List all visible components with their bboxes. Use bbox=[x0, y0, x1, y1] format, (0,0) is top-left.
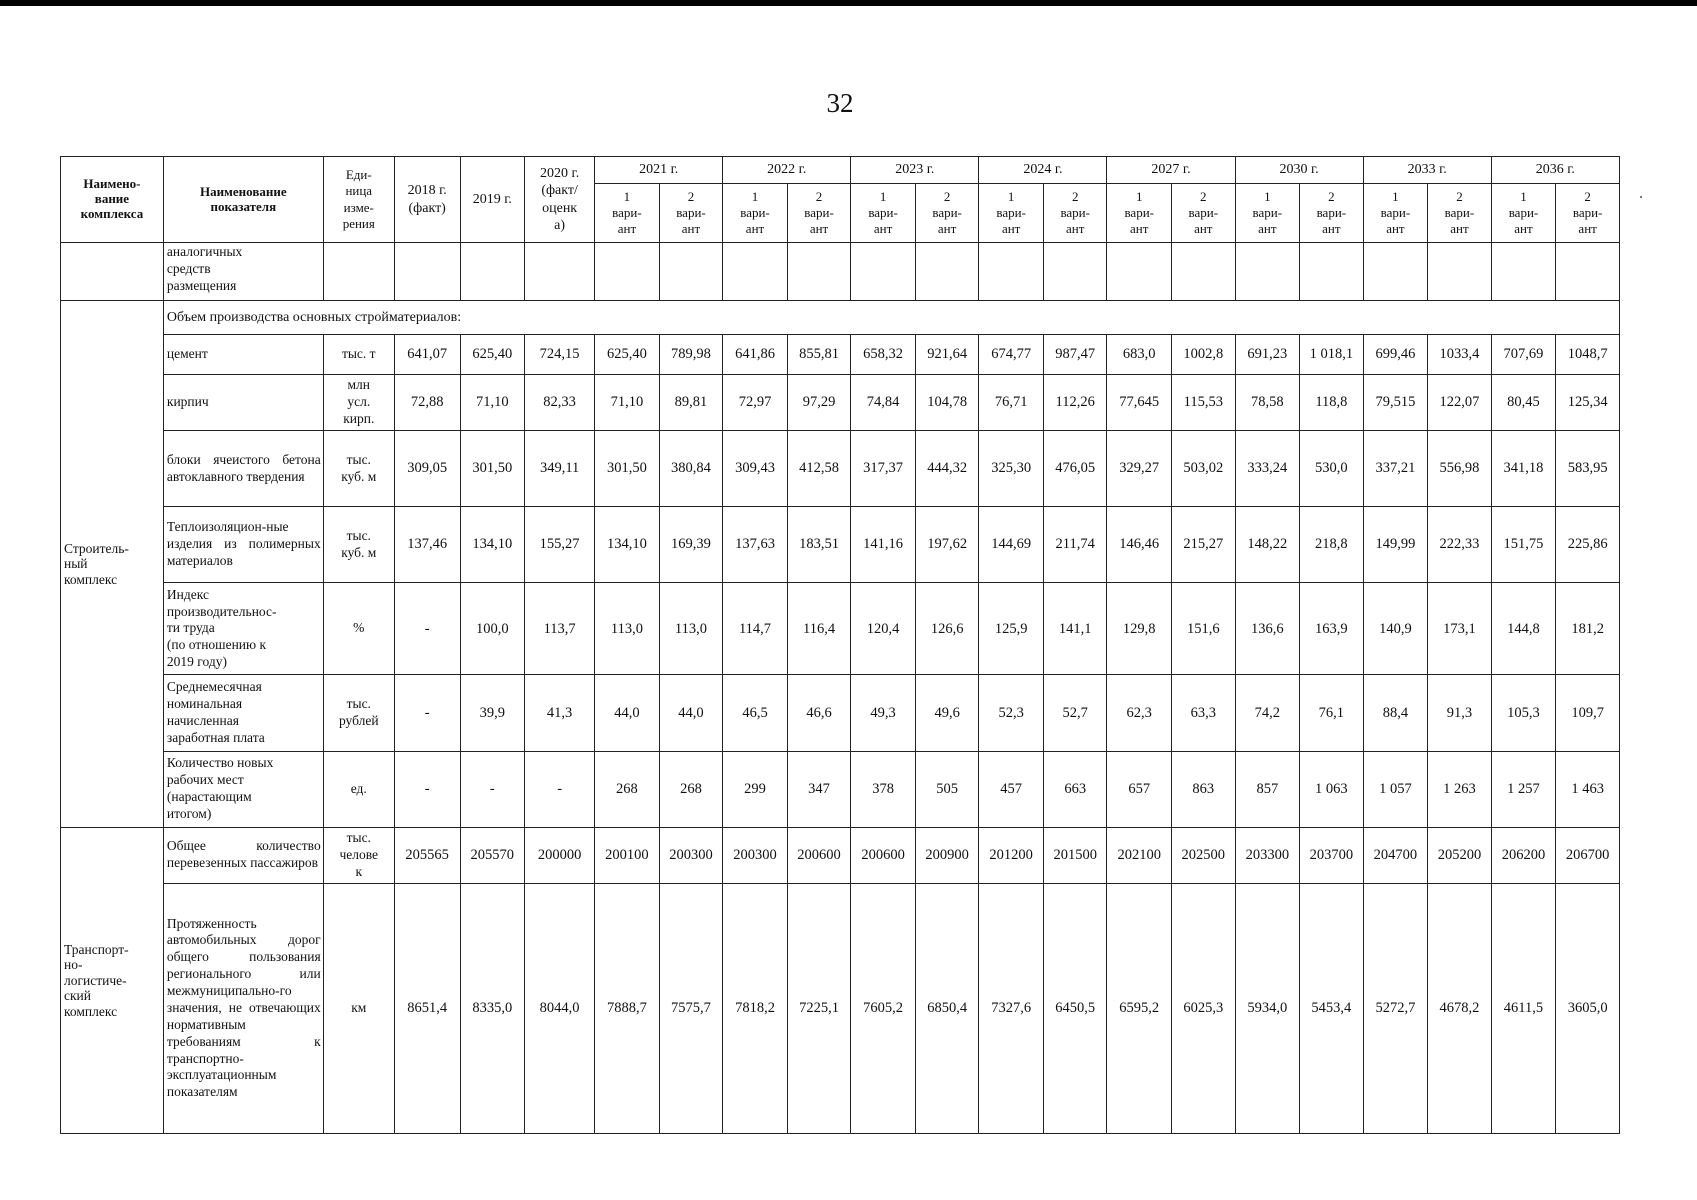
value-cell: 5453,4 bbox=[1300, 883, 1364, 1133]
value-cell: 341,18 bbox=[1491, 431, 1556, 507]
value-cell: 49,3 bbox=[851, 675, 916, 751]
value-cell: 444,32 bbox=[915, 431, 979, 507]
value-cell: 122,07 bbox=[1428, 375, 1492, 431]
value-cell: 476,05 bbox=[1043, 431, 1107, 507]
value-cell: 155,27 bbox=[525, 507, 595, 583]
value-cell: 200300 bbox=[659, 827, 723, 883]
value-cell: 88,4 bbox=[1363, 675, 1428, 751]
value-cell: 44,0 bbox=[659, 675, 723, 751]
header-variant-2: 2 вари- ант bbox=[1300, 184, 1364, 243]
value-cell: 71,10 bbox=[595, 375, 660, 431]
value-cell: 200900 bbox=[915, 827, 979, 883]
value-cell: 112,26 bbox=[1043, 375, 1107, 431]
value-cell: 200100 bbox=[595, 827, 660, 883]
value-cell: 1 018,1 bbox=[1300, 335, 1364, 375]
table-row bbox=[61, 375, 1620, 431]
header-variant-1: 1 вари- ант bbox=[723, 184, 788, 243]
value-cell: 5272,7 bbox=[1363, 883, 1428, 1133]
header-year-2024: 2024 г. bbox=[979, 157, 1107, 184]
empty-cell bbox=[787, 243, 851, 301]
value-cell: 74,84 bbox=[851, 375, 916, 431]
value-cell: 52,3 bbox=[979, 675, 1044, 751]
value-cell: 104,78 bbox=[915, 375, 979, 431]
value-cell: 987,47 bbox=[1043, 335, 1107, 375]
header-year-2027: 2027 г. bbox=[1107, 157, 1235, 184]
unit: тыс. челове к bbox=[323, 827, 394, 883]
value-cell: 530,0 bbox=[1300, 431, 1364, 507]
empty-cell bbox=[1107, 243, 1172, 301]
value-cell: 724,15 bbox=[525, 335, 595, 375]
value-cell: 204700 bbox=[1363, 827, 1428, 883]
value-cell: 412,58 bbox=[787, 431, 851, 507]
value-cell: 44,0 bbox=[595, 675, 660, 751]
value-cell: 129,8 bbox=[1107, 583, 1172, 675]
value-cell: 118,8 bbox=[1300, 375, 1364, 431]
value-cell: 855,81 bbox=[787, 335, 851, 375]
value-cell: 1033,4 bbox=[1428, 335, 1492, 375]
unit: ед. bbox=[323, 751, 394, 827]
unit: тыс. рублей bbox=[323, 675, 394, 751]
value-cell: 80,45 bbox=[1491, 375, 1556, 431]
value-cell: 457 bbox=[979, 751, 1044, 827]
value-cell: 309,43 bbox=[723, 431, 788, 507]
indicator-name: Протяженность автомобильных дорог общего пользования регионального или межмуниципально-го значения, не отвечающих нормативным требованиям к транспортно-эксплуатационным показателям bbox=[163, 883, 323, 1133]
value-cell: 39,9 bbox=[460, 675, 525, 751]
table-row bbox=[61, 827, 1620, 883]
value-cell: 200300 bbox=[723, 827, 788, 883]
value-cell: 72,97 bbox=[723, 375, 788, 431]
table-row bbox=[61, 751, 1620, 827]
value-cell: 89,81 bbox=[659, 375, 723, 431]
table-row bbox=[61, 335, 1620, 375]
value-cell: 125,34 bbox=[1556, 375, 1620, 431]
value-cell: 109,7 bbox=[1556, 675, 1620, 751]
header-variant-1: 1 вари- ант bbox=[1363, 184, 1428, 243]
header-variant-1: 1 вари- ант bbox=[1491, 184, 1556, 243]
value-cell: 1048,7 bbox=[1556, 335, 1620, 375]
value-cell: 7605,2 bbox=[851, 883, 916, 1133]
empty-cell bbox=[323, 243, 394, 301]
value-cell: - bbox=[394, 751, 460, 827]
empty-cell bbox=[723, 243, 788, 301]
value-cell: 144,69 bbox=[979, 507, 1044, 583]
value-cell: 46,5 bbox=[723, 675, 788, 751]
empty-cell bbox=[851, 243, 916, 301]
value-cell: 201500 bbox=[1043, 827, 1107, 883]
value-cell: 674,77 bbox=[979, 335, 1044, 375]
header-year-2030: 2030 г. bbox=[1235, 157, 1363, 184]
value-cell: 658,32 bbox=[851, 335, 916, 375]
value-cell: 583,95 bbox=[1556, 431, 1620, 507]
value-cell: 347 bbox=[787, 751, 851, 827]
value-cell: 62,3 bbox=[1107, 675, 1172, 751]
empty-cell bbox=[659, 243, 723, 301]
value-cell: 136,6 bbox=[1235, 583, 1300, 675]
value-cell: 309,05 bbox=[394, 431, 460, 507]
header-year-2023: 2023 г. bbox=[851, 157, 979, 184]
table-header bbox=[61, 157, 1620, 243]
value-cell: 72,88 bbox=[394, 375, 460, 431]
value-cell: 52,7 bbox=[1043, 675, 1107, 751]
table-row bbox=[61, 507, 1620, 583]
value-cell: 169,39 bbox=[659, 507, 723, 583]
value-cell: 325,30 bbox=[979, 431, 1044, 507]
value-cell: 203700 bbox=[1300, 827, 1364, 883]
scan-top-border bbox=[0, 0, 1697, 6]
empty-cell bbox=[1300, 243, 1364, 301]
value-cell: 215,27 bbox=[1172, 507, 1236, 583]
value-cell: 141,16 bbox=[851, 507, 916, 583]
value-cell: 921,64 bbox=[915, 335, 979, 375]
table-row-section bbox=[61, 301, 1620, 335]
value-cell: 105,3 bbox=[1491, 675, 1556, 751]
value-cell: - bbox=[394, 675, 460, 751]
page-number: 32 bbox=[826, 88, 854, 118]
value-cell: 218,8 bbox=[1300, 507, 1364, 583]
value-cell: 641,07 bbox=[394, 335, 460, 375]
empty-cell bbox=[915, 243, 979, 301]
value-cell: 74,2 bbox=[1235, 675, 1300, 751]
value-cell: 205570 bbox=[460, 827, 525, 883]
header-variant-1: 1 вари- ант bbox=[1235, 184, 1300, 243]
value-cell: 225,86 bbox=[1556, 507, 1620, 583]
value-cell: 97,29 bbox=[787, 375, 851, 431]
scan-speck bbox=[1640, 196, 1642, 198]
empty-cell bbox=[1363, 243, 1428, 301]
value-cell: 113,7 bbox=[525, 583, 595, 675]
value-cell: 7888,7 bbox=[595, 883, 660, 1133]
table-row bbox=[61, 883, 1620, 1133]
value-cell: 148,22 bbox=[1235, 507, 1300, 583]
empty-cell bbox=[460, 243, 525, 301]
value-cell: 113,0 bbox=[659, 583, 723, 675]
empty-cell bbox=[1556, 243, 1620, 301]
value-cell: 299 bbox=[723, 751, 788, 827]
unit: тыс. куб. м bbox=[323, 507, 394, 583]
value-cell: 329,27 bbox=[1107, 431, 1172, 507]
header-variant-2: 2 вари- ант bbox=[1428, 184, 1492, 243]
indicator-name: кирпич bbox=[163, 375, 323, 431]
value-cell: 183,51 bbox=[787, 507, 851, 583]
value-cell: 6025,3 bbox=[1172, 883, 1236, 1133]
value-cell: 203300 bbox=[1235, 827, 1300, 883]
value-cell: 144,8 bbox=[1491, 583, 1556, 675]
value-cell: 663 bbox=[1043, 751, 1107, 827]
value-cell: 6450,5 bbox=[1043, 883, 1107, 1133]
header-year-2021: 2021 г. bbox=[595, 157, 723, 184]
table-row bbox=[61, 431, 1620, 507]
header-unit: Еди- ница изме- рения bbox=[323, 157, 394, 243]
value-cell: 181,2 bbox=[1556, 583, 1620, 675]
table-body bbox=[61, 243, 1620, 1134]
header-2020: 2020 г. (факт/ оценк а) bbox=[525, 157, 595, 243]
value-cell: 151,75 bbox=[1491, 507, 1556, 583]
value-cell: 126,6 bbox=[915, 583, 979, 675]
table-row bbox=[61, 675, 1620, 751]
value-cell: 149,99 bbox=[1363, 507, 1428, 583]
value-cell: 1 057 bbox=[1363, 751, 1428, 827]
value-cell: 7225,1 bbox=[787, 883, 851, 1133]
section-title: Объем производства основных стройматериалов: bbox=[163, 301, 1619, 335]
value-cell: 200000 bbox=[525, 827, 595, 883]
value-cell: 222,33 bbox=[1428, 507, 1492, 583]
value-cell: 380,84 bbox=[659, 431, 723, 507]
value-cell: 1 063 bbox=[1300, 751, 1364, 827]
value-cell: 63,3 bbox=[1172, 675, 1236, 751]
value-cell: 91,3 bbox=[1428, 675, 1492, 751]
value-cell: 163,9 bbox=[1300, 583, 1364, 675]
value-cell: 113,0 bbox=[595, 583, 660, 675]
value-cell: 707,69 bbox=[1491, 335, 1556, 375]
value-cell: 202500 bbox=[1172, 827, 1236, 883]
empty-cell bbox=[1235, 243, 1300, 301]
value-cell: 200600 bbox=[787, 827, 851, 883]
value-cell: 317,37 bbox=[851, 431, 916, 507]
unit: % bbox=[323, 583, 394, 675]
value-cell: 625,40 bbox=[595, 335, 660, 375]
header-2018: 2018 г. (факт) bbox=[394, 157, 460, 243]
header-complex: Наимено- вание комплекса bbox=[61, 157, 164, 243]
value-cell: - bbox=[525, 751, 595, 827]
complex-transport: Транспорт- но- логистиче- ский комплекс bbox=[61, 827, 164, 1133]
value-cell: 4678,2 bbox=[1428, 883, 1492, 1133]
header-variant-1: 1 вари- ант bbox=[979, 184, 1044, 243]
value-cell: 8335,0 bbox=[460, 883, 525, 1133]
header-variant-2: 2 вари- ант bbox=[1172, 184, 1236, 243]
value-cell: 115,53 bbox=[1172, 375, 1236, 431]
value-cell: 268 bbox=[595, 751, 660, 827]
value-cell: 378 bbox=[851, 751, 916, 827]
value-cell: 6850,4 bbox=[915, 883, 979, 1133]
value-cell: 114,7 bbox=[723, 583, 788, 675]
unit: км bbox=[323, 883, 394, 1133]
value-cell: 206200 bbox=[1491, 827, 1556, 883]
value-cell: 76,1 bbox=[1300, 675, 1364, 751]
value-cell: 116,4 bbox=[787, 583, 851, 675]
value-cell: 140,9 bbox=[1363, 583, 1428, 675]
header-variant-2: 2 вари- ант bbox=[1043, 184, 1107, 243]
value-cell: 201200 bbox=[979, 827, 1044, 883]
empty-cell bbox=[595, 243, 660, 301]
value-cell: 100,0 bbox=[460, 583, 525, 675]
value-cell: 8651,4 bbox=[394, 883, 460, 1133]
value-cell: 146,46 bbox=[1107, 507, 1172, 583]
unit: млн усл. кирп. bbox=[323, 375, 394, 431]
value-cell: 77,645 bbox=[1107, 375, 1172, 431]
header-variant-1: 1 вари- ант bbox=[851, 184, 916, 243]
value-cell: 3605,0 bbox=[1556, 883, 1620, 1133]
indicator-name: Общее количество перевезенных пассажиров bbox=[163, 827, 323, 883]
value-cell: 683,0 bbox=[1107, 335, 1172, 375]
value-cell: 7327,6 bbox=[979, 883, 1044, 1133]
value-cell: 78,58 bbox=[1235, 375, 1300, 431]
value-cell: 206700 bbox=[1556, 827, 1620, 883]
value-cell: 79,515 bbox=[1363, 375, 1428, 431]
header-year-2036: 2036 г. bbox=[1491, 157, 1619, 184]
indicator-name-continuation: аналогичных средств размещения bbox=[163, 243, 323, 301]
value-cell: 141,1 bbox=[1043, 583, 1107, 675]
value-cell: 205200 bbox=[1428, 827, 1492, 883]
value-cell: 301,50 bbox=[460, 431, 525, 507]
value-cell: 503,02 bbox=[1172, 431, 1236, 507]
value-cell: 625,40 bbox=[460, 335, 525, 375]
complex-construction: Строитель- ный комплекс bbox=[61, 301, 164, 828]
value-cell: 691,23 bbox=[1235, 335, 1300, 375]
value-cell: 8044,0 bbox=[525, 883, 595, 1133]
header-2019: 2019 г. bbox=[460, 157, 525, 243]
indicator-name: Количество новых рабочих мест (нарастающим итогом) bbox=[163, 751, 323, 827]
value-cell: 789,98 bbox=[659, 335, 723, 375]
value-cell: 333,24 bbox=[1235, 431, 1300, 507]
empty-cell bbox=[525, 243, 595, 301]
value-cell: 151,6 bbox=[1172, 583, 1236, 675]
value-cell: 641,86 bbox=[723, 335, 788, 375]
value-cell: 7818,2 bbox=[723, 883, 788, 1133]
indicator-name: блоки ячеистого бетона автоклавного твердения bbox=[163, 431, 323, 507]
value-cell: 699,46 bbox=[1363, 335, 1428, 375]
value-cell: 4611,5 bbox=[1491, 883, 1556, 1133]
value-cell: - bbox=[460, 751, 525, 827]
indicator-name: Среднемесячная номинальная начисленная заработная плата bbox=[163, 675, 323, 751]
value-cell: 268 bbox=[659, 751, 723, 827]
header-variant-1: 1 вари- ант bbox=[1107, 184, 1172, 243]
unit: тыс. куб. м bbox=[323, 431, 394, 507]
empty-cell bbox=[1428, 243, 1492, 301]
header-variant-2: 2 вари- ант bbox=[1556, 184, 1620, 243]
value-cell: 137,46 bbox=[394, 507, 460, 583]
value-cell: 125,9 bbox=[979, 583, 1044, 675]
value-cell: 82,33 bbox=[525, 375, 595, 431]
value-cell: 301,50 bbox=[595, 431, 660, 507]
empty-cell bbox=[1172, 243, 1236, 301]
value-cell: 863 bbox=[1172, 751, 1236, 827]
empty-cell bbox=[1491, 243, 1556, 301]
value-cell: 205565 bbox=[394, 827, 460, 883]
value-cell: 505 bbox=[915, 751, 979, 827]
empty-cell bbox=[394, 243, 460, 301]
header-indicator: Наименование показателя bbox=[163, 157, 323, 243]
header-variant-2: 2 вари- ант bbox=[787, 184, 851, 243]
indicator-name: Индекс производительнос- ти труда (по отношению к 2019 году) bbox=[163, 583, 323, 675]
indicators-table bbox=[60, 156, 1620, 1134]
value-cell: 5934,0 bbox=[1235, 883, 1300, 1133]
table-row bbox=[61, 583, 1620, 675]
value-cell: 76,71 bbox=[979, 375, 1044, 431]
header-variant-2: 2 вари- ант bbox=[659, 184, 723, 243]
value-cell: 349,11 bbox=[525, 431, 595, 507]
indicator-name: Теплоизоляцион-ные изделия из полимерных материалов bbox=[163, 507, 323, 583]
header-year-2022: 2022 г. bbox=[723, 157, 851, 184]
value-cell: 137,63 bbox=[723, 507, 788, 583]
value-cell: 134,10 bbox=[460, 507, 525, 583]
table-row-continuation bbox=[61, 243, 1620, 301]
value-cell: 46,6 bbox=[787, 675, 851, 751]
value-cell: 657 bbox=[1107, 751, 1172, 827]
value-cell: 41,3 bbox=[525, 675, 595, 751]
value-cell: 49,6 bbox=[915, 675, 979, 751]
value-cell: 6595,2 bbox=[1107, 883, 1172, 1133]
value-cell: 211,74 bbox=[1043, 507, 1107, 583]
header-variant-2: 2 вари- ант bbox=[915, 184, 979, 243]
unit: тыс. т bbox=[323, 335, 394, 375]
value-cell: 197,62 bbox=[915, 507, 979, 583]
value-cell: 1 257 bbox=[1491, 751, 1556, 827]
value-cell: 202100 bbox=[1107, 827, 1172, 883]
value-cell: 7575,7 bbox=[659, 883, 723, 1133]
value-cell: 1 463 bbox=[1556, 751, 1620, 827]
value-cell: 134,10 bbox=[595, 507, 660, 583]
complex-cell-empty bbox=[61, 243, 164, 301]
empty-cell bbox=[979, 243, 1044, 301]
value-cell: - bbox=[394, 583, 460, 675]
indicator-name: цемент bbox=[163, 335, 323, 375]
value-cell: 556,98 bbox=[1428, 431, 1492, 507]
header-year-2033: 2033 г. bbox=[1363, 157, 1491, 184]
value-cell: 1 263 bbox=[1428, 751, 1492, 827]
value-cell: 200600 bbox=[851, 827, 916, 883]
header-variant-1: 1 вари- ант bbox=[595, 184, 660, 243]
value-cell: 1002,8 bbox=[1172, 335, 1236, 375]
value-cell: 337,21 bbox=[1363, 431, 1428, 507]
value-cell: 120,4 bbox=[851, 583, 916, 675]
value-cell: 71,10 bbox=[460, 375, 525, 431]
empty-cell bbox=[1043, 243, 1107, 301]
value-cell: 173,1 bbox=[1428, 583, 1492, 675]
value-cell: 857 bbox=[1235, 751, 1300, 827]
